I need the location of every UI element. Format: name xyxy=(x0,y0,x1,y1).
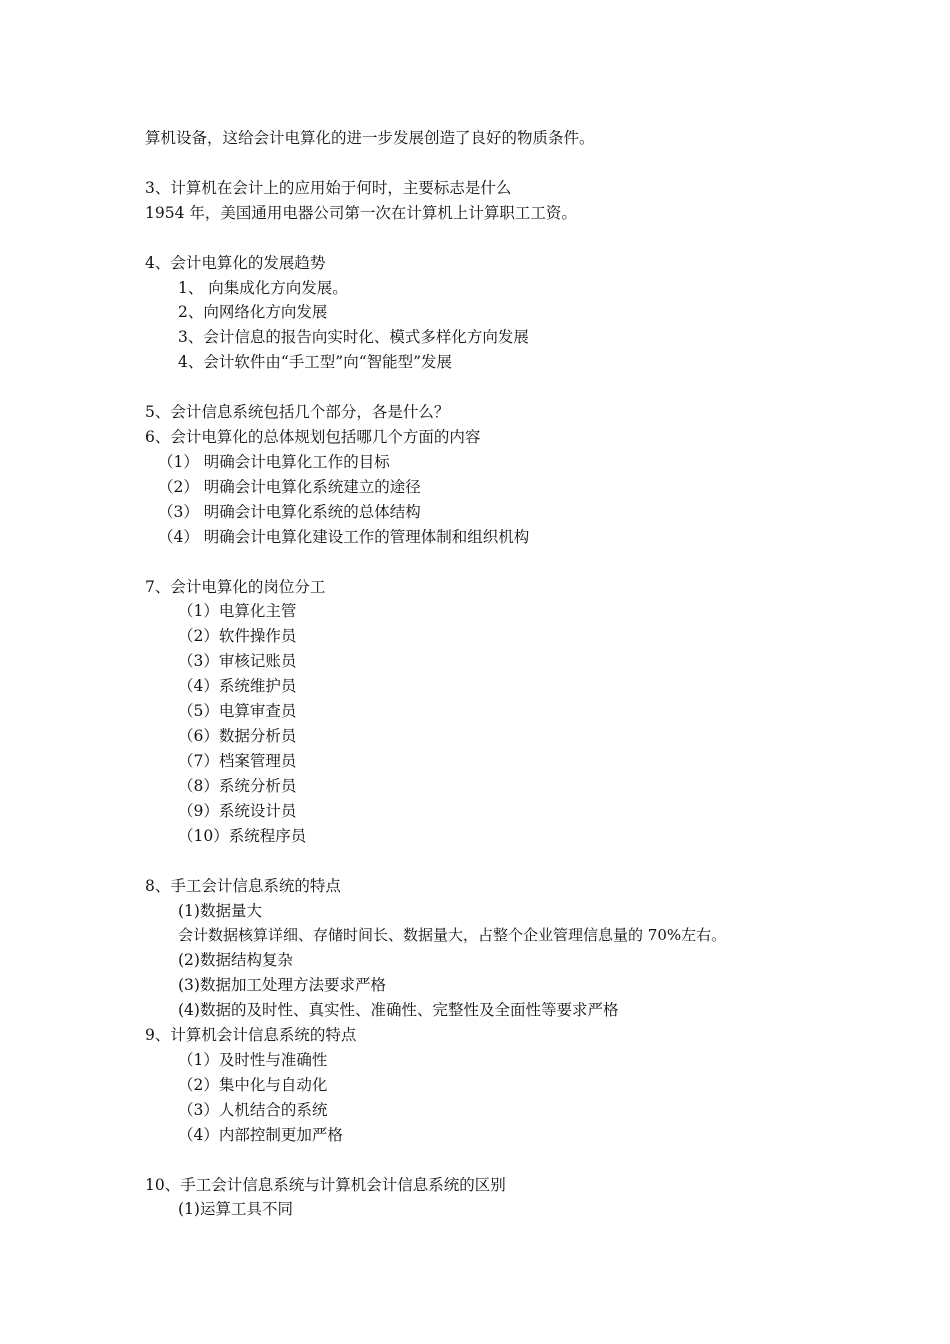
list-item: （9）系统设计员 xyxy=(178,802,297,820)
list-item: （3）人机结合的系统 xyxy=(178,1101,328,1119)
list-item: （3）审核记账员 xyxy=(178,652,297,670)
question-heading: 6、会计电算化的总体规划包括哪几个方面的内容 xyxy=(145,428,481,446)
list-item: （4）系统维护员 xyxy=(178,677,297,695)
list-item: （2）集中化与自动化 xyxy=(178,1076,328,1094)
list-item: （1） 明确会计电算化工作的目标 xyxy=(158,453,390,471)
question-heading: 8、手工会计信息系统的特点 xyxy=(145,877,341,895)
list-item: 3、会计信息的报告向实时化、模式多样化方向发展 xyxy=(178,328,529,346)
list-item: （8）系统分析员 xyxy=(178,777,297,795)
list-item: （10）系统程序员 xyxy=(178,827,307,845)
list-item: (2)数据结构复杂 xyxy=(178,951,293,969)
list-item: （4）内部控制更加严格 xyxy=(178,1126,343,1144)
question-heading: 7、会计电算化的岗位分工 xyxy=(145,578,326,596)
list-item: （4） 明确会计电算化建设工作的管理体制和组织机构 xyxy=(158,528,530,546)
list-item: （5）电算审查员 xyxy=(178,702,297,720)
text-line: 算机设备，这给会计电算化的进一步发展创造了良好的物质条件。 xyxy=(145,129,595,147)
list-item: （2）软件操作员 xyxy=(178,627,297,645)
question-heading: 5、会计信息系统包括几个部分，各是什么？ xyxy=(145,403,450,421)
list-item: （6）数据分析员 xyxy=(178,727,297,745)
list-item: （1）及时性与准确性 xyxy=(178,1051,328,1069)
list-item: (4)数据的及时性、真实性、准确性、完整性及全面性等要求严格 xyxy=(178,1001,619,1019)
list-item: 4、会计软件由“手工型”向“智能型”发展 xyxy=(178,353,453,371)
question-heading: 4、会计电算化的发展趋势 xyxy=(145,254,326,272)
list-item: 2、向网络化方向发展 xyxy=(178,303,328,321)
list-item: (3)数据加工处理方法要求严格 xyxy=(178,976,386,994)
list-item: （1）电算化主管 xyxy=(178,602,297,620)
question-heading: 9、计算机会计信息系统的特点 xyxy=(145,1026,357,1044)
list-item: （3） 明确会计电算化系统的总体结构 xyxy=(158,503,421,521)
list-item: （7）档案管理员 xyxy=(178,752,297,770)
text-line: 1954 年，美国通用电器公司第一次在计算机上计算职工工资。 xyxy=(145,204,577,222)
list-item: (1)运算工具不同 xyxy=(178,1200,293,1218)
list-item: 1、 向集成化方向发展。 xyxy=(178,279,348,297)
question-heading: 3、计算机在会计上的应用始于何时，主要标志是什么 xyxy=(145,179,512,197)
text-line: 会计数据核算详细、存储时间长、数据量大，占整个企业管理信息量的 70%左右。 xyxy=(178,926,727,944)
list-item: (1)数据量大 xyxy=(178,902,262,920)
list-item: （2） 明确会计电算化系统建立的途径 xyxy=(158,478,421,496)
question-heading: 10、手工会计信息系统与计算机会计信息系统的区别 xyxy=(145,1176,506,1194)
